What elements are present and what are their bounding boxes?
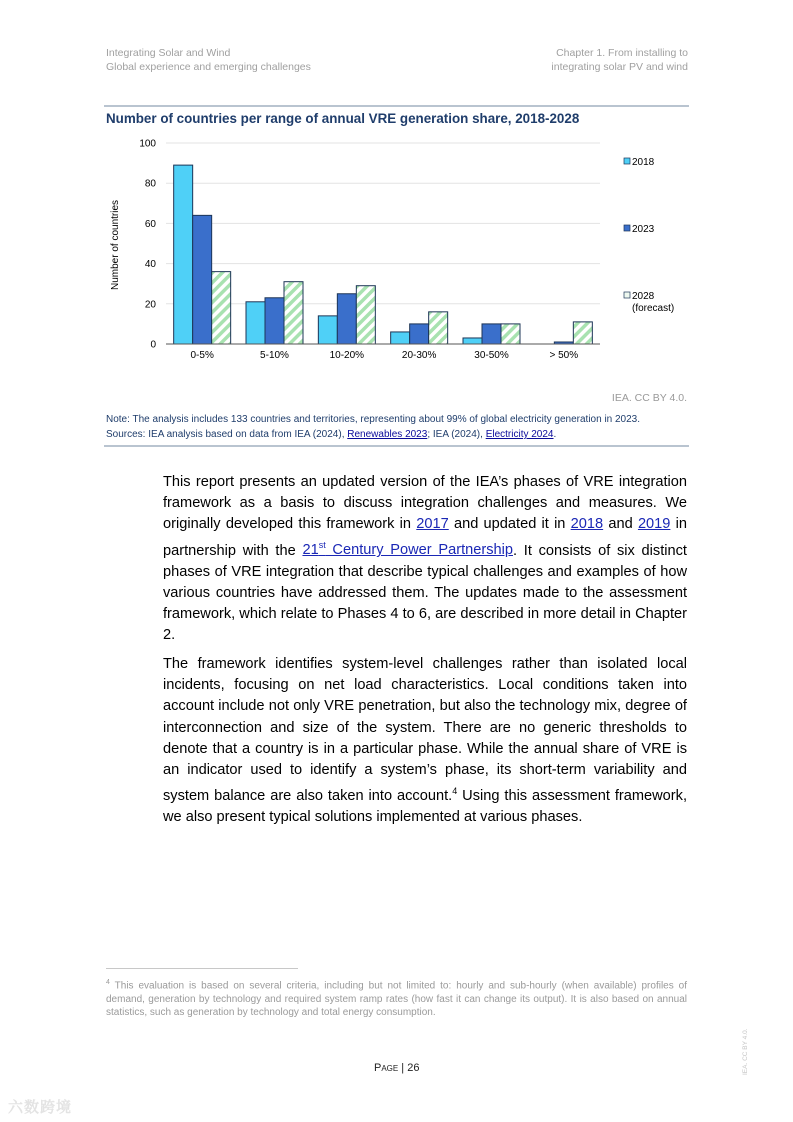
legend-swatch-icon	[624, 158, 630, 164]
figure-top-rule	[104, 105, 689, 107]
bar-2028-5-10%	[284, 282, 303, 344]
legend-swatch-icon	[624, 292, 630, 298]
y-axis-label: Number of countries	[110, 199, 121, 291]
link-21st-century-power-partnership[interactable]	[302, 542, 513, 558]
legend-label: 2028	[632, 291, 655, 302]
bar-2028-10-20%	[356, 286, 375, 344]
y-tick-label: 60	[144, 218, 156, 230]
link-part-rest: Century Power Partnership	[325, 542, 513, 559]
body-paragraph-1	[163, 472, 687, 646]
bar-2028-20-30%	[429, 312, 448, 344]
link-2018[interactable]: 2018	[570, 516, 604, 533]
y-tick-label: 0	[150, 339, 156, 351]
page-number	[374, 1062, 419, 1074]
x-axis-labels	[190, 350, 578, 361]
report-title: Integrating Solar and Wind	[106, 47, 231, 59]
p1-text-c: and	[603, 516, 638, 533]
sources-suffix: .	[553, 429, 557, 440]
report-subtitle: Global experience and emerging challenges	[106, 60, 311, 73]
bar-2018-10-20%	[318, 316, 337, 344]
y-axis-ticks	[139, 139, 156, 351]
page-number-value: 26	[407, 1062, 420, 1074]
footnote-ref-4[interactable]: 4	[452, 786, 458, 797]
legend-label-sub: (forecast)	[632, 303, 675, 314]
bar-2018-20-30%	[391, 332, 410, 344]
side-license: IEA. CC BY 4.0.	[742, 1028, 749, 1075]
x-tick-label: 10-20%	[329, 350, 365, 361]
link-part-sup: st	[318, 540, 326, 551]
bar-2023-0-5%	[193, 215, 212, 344]
link-2019[interactable]: 2019	[637, 516, 671, 533]
bar-chart	[100, 135, 700, 375]
footnote-number: 4	[106, 979, 110, 986]
legend	[624, 157, 674, 314]
link-electricity-2024[interactable]: Electricity 2024	[485, 429, 554, 440]
chapter-title-line1: Chapter 1. From installing to	[556, 47, 688, 59]
bar-2018-0-5%	[174, 165, 193, 344]
footnote-separator	[106, 968, 298, 969]
page-separator: |	[398, 1062, 408, 1074]
running-header-right	[551, 47, 688, 74]
legend-label: 2023	[632, 224, 655, 235]
figure-note	[106, 412, 640, 442]
bar-2018-30-50%	[463, 338, 482, 344]
body-paragraph-2	[163, 654, 687, 828]
x-tick-label: 0-5%	[190, 350, 214, 361]
figure-title: Number of countries per range of annual VRE generation share, 2018-2028	[106, 111, 580, 126]
note-text: Note: The analysis includes 133 countries and territories, representing about 99% of global electricity generation in 2023.	[106, 414, 641, 425]
x-tick-label: 30-50%	[474, 350, 509, 361]
bar-2023-5-10%	[265, 298, 284, 344]
sources-text	[106, 427, 640, 442]
x-tick-label: 5-10%	[260, 350, 289, 361]
y-tick-label: 40	[144, 259, 156, 271]
legend-label: 2018	[632, 157, 655, 168]
bar-2023-10-20%	[337, 294, 356, 344]
p1-text-d: in partnership with the	[163, 516, 687, 559]
page-label: Page	[374, 1062, 399, 1074]
p1-text-b: and updated it in	[448, 516, 571, 533]
figure-bottom-rule	[104, 445, 689, 447]
sources-prefix: Sources: IEA analysis based on data from IEA (2024),	[106, 429, 348, 440]
bar-2028-> 50%	[573, 322, 592, 344]
footnote-text: This evaluation is based on several criteria, including but not limited to: hourly and sub-hourly (when available) profiles of demand, generation by technology and required system ramp rates (how fast it can change its output). It is also based on annual statistics, such as generation by technology and total energy consumption.	[106, 980, 687, 1019]
bars	[174, 165, 593, 344]
chapter-title-line2: integrating solar PV and wind	[551, 60, 688, 73]
bar-2023-20-30%	[410, 324, 429, 344]
y-tick-label: 80	[144, 178, 156, 190]
p2-text-a: The framework identifies system-level challenges rather than isolated local incidents, focusing on net load characteristics. Local conditions taken into account include not only VRE penetration, but also the technology mix, degree of interconnection and size of the system. There are no generic thresholds to denote that a country is in a particular phase. While the annual share of VRE is an indicator used to identify a system’s phase, its short-term variability and system balance are also taken into account.	[163, 656, 687, 805]
bar-2028-0-5%	[212, 272, 231, 344]
bar-2018-5-10%	[246, 302, 265, 344]
link-renewables-2023[interactable]: Renewables 2023	[347, 429, 428, 440]
figure-credit: IEA. CC BY 4.0.	[611, 392, 687, 404]
running-header-left	[106, 47, 311, 74]
sources-mid: ; IEA (2024),	[427, 429, 486, 440]
x-tick-label: 20-30%	[401, 350, 437, 361]
footnote	[106, 976, 687, 1020]
p1-text-a: This report presents an updated version of the IEA’s phases of VRE integration framework as a basis to discuss integration challenges and measures. We originally developed this framework in	[163, 474, 687, 533]
bar-2028-30-50%	[501, 324, 520, 344]
link-part-num: 21	[302, 542, 319, 559]
legend-swatch-icon	[624, 225, 630, 231]
p2-text-b: Using this assessment framework, we also present typical solutions implemented at various phases.	[163, 788, 687, 826]
y-tick-label: 100	[139, 138, 156, 150]
p1-text-e: . It consists of six distinct phases of VRE integration that describe typical challenges and examples of how various countries have addressed them. The updates made to the assessment framework, which relate to Phases 4 to 6, are described in more detail in Chapter 2.	[163, 542, 687, 644]
x-tick-label: > 50%	[549, 350, 579, 361]
link-2017[interactable]: 2017	[416, 516, 449, 533]
watermark: 六数跨境	[8, 1099, 73, 1116]
y-tick-label: 20	[144, 299, 156, 311]
bar-2023-30-50%	[482, 324, 501, 344]
